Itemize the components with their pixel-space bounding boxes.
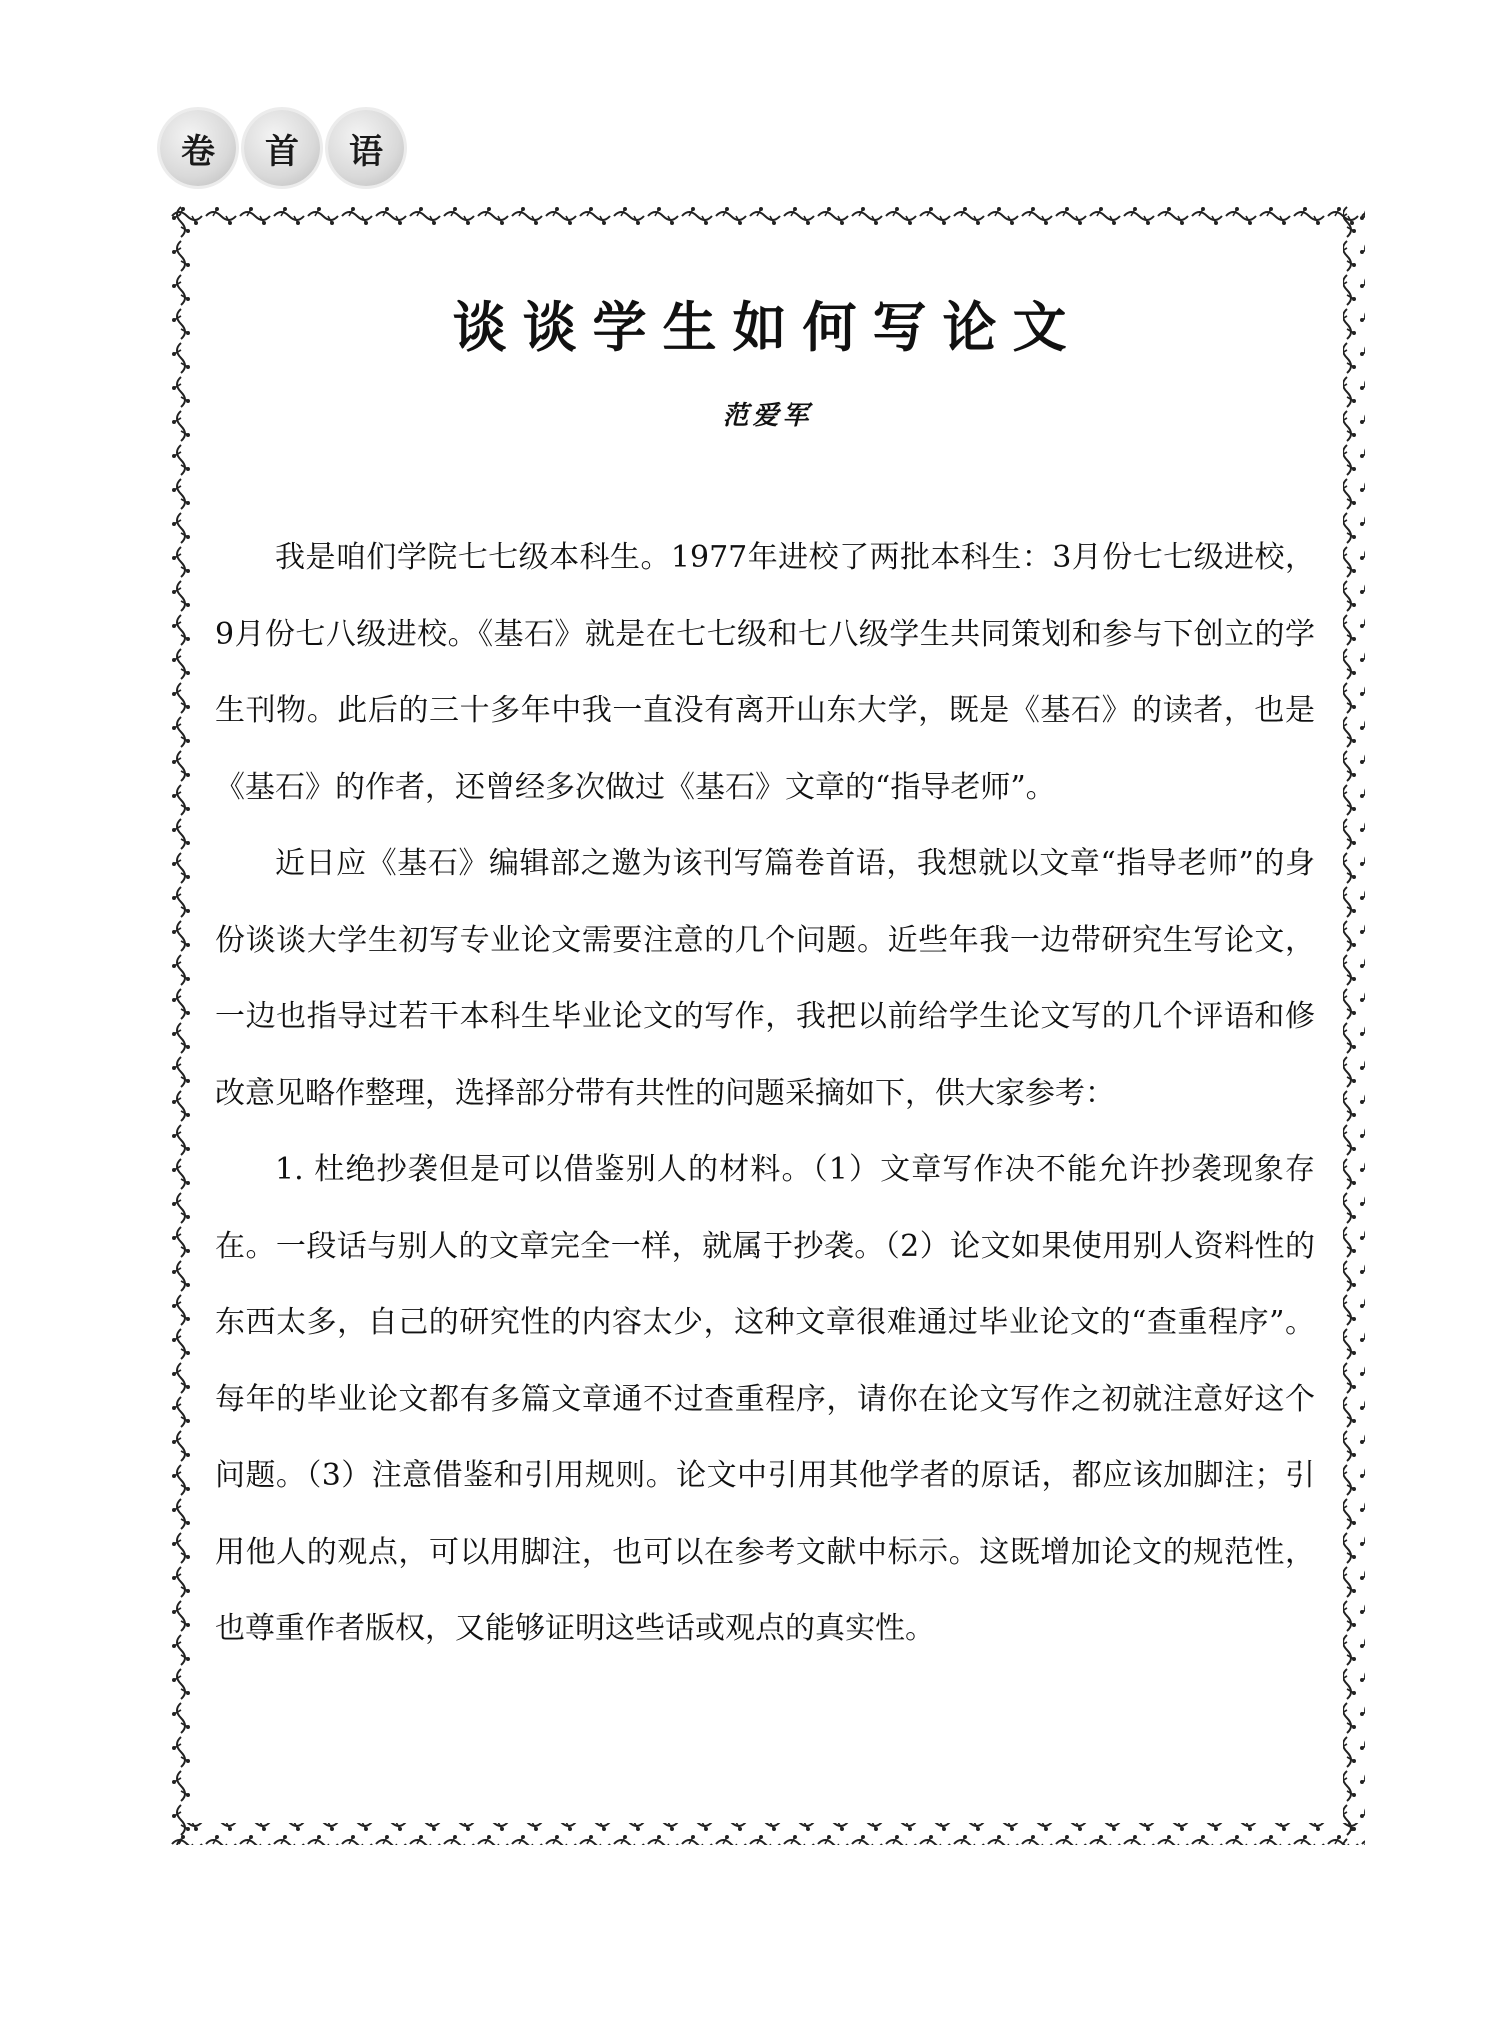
article-title: 谈谈学生如何写论文 — [452, 296, 1083, 359]
decorative-frame — [170, 205, 1365, 1845]
badge-shou: 首 — [244, 110, 320, 186]
paragraph: 1. 杜绝抄袭但是可以借鉴别人的材料。（1）文章写作决不能允许抄袭现象存在。一段话与别人的文章完全一样，就属于抄袭。（2）论文如果使用别人资料性的东西太多，自己的研究性的内容太少，这种文章很难通过毕业论文的“查重程序”。每年的毕业论文都有多篇文章通不过查重程序，请你在论文写作之初就注意好这个问题。（3）注意借鉴和引用规则。论文中引用其他学者的原话，都应该加脚注；引用他人的观点，可以用脚注，也可以在参考文献中标示。这既增加论文的规范性，也尊重作者版权，又能够证明这些话或观点的真实性。 — [215, 1152, 1315, 1646]
section-badges — [160, 110, 404, 186]
article-body — [215, 520, 1315, 1668]
article-author: 范爱军 — [722, 401, 813, 431]
paragraph: 近日应《基石》编辑部之邀为该刊写篇卷首语，我想就以文章“指导老师”的身份谈谈大学生初写专业论文需要注意的几个问题。近些年我一边带研究生写论文，一边也指导过若干本科生毕业论文的写作，我把以前给学生论文写的几个评语和修改意见略作整理，选择部分带有共性的问题采摘如下，供大家参考： — [215, 846, 1315, 1111]
badge-juan: 卷 — [160, 110, 236, 186]
paragraph: 我是咱们学院七七级本科生。1977年进校了两批本科生：3月份七七级进校，9月份七八级进校。《基石》就是在七七级和七八级学生共同策划和参与下创立的学生刊物。此后的三十多年中我一直没有离开山东大学，既是《基石》的读者，也是《基石》的作者，还曾经多次做过《基石》文章的“指导老师”。 — [215, 540, 1315, 805]
badge-yu: 语 — [328, 110, 404, 186]
